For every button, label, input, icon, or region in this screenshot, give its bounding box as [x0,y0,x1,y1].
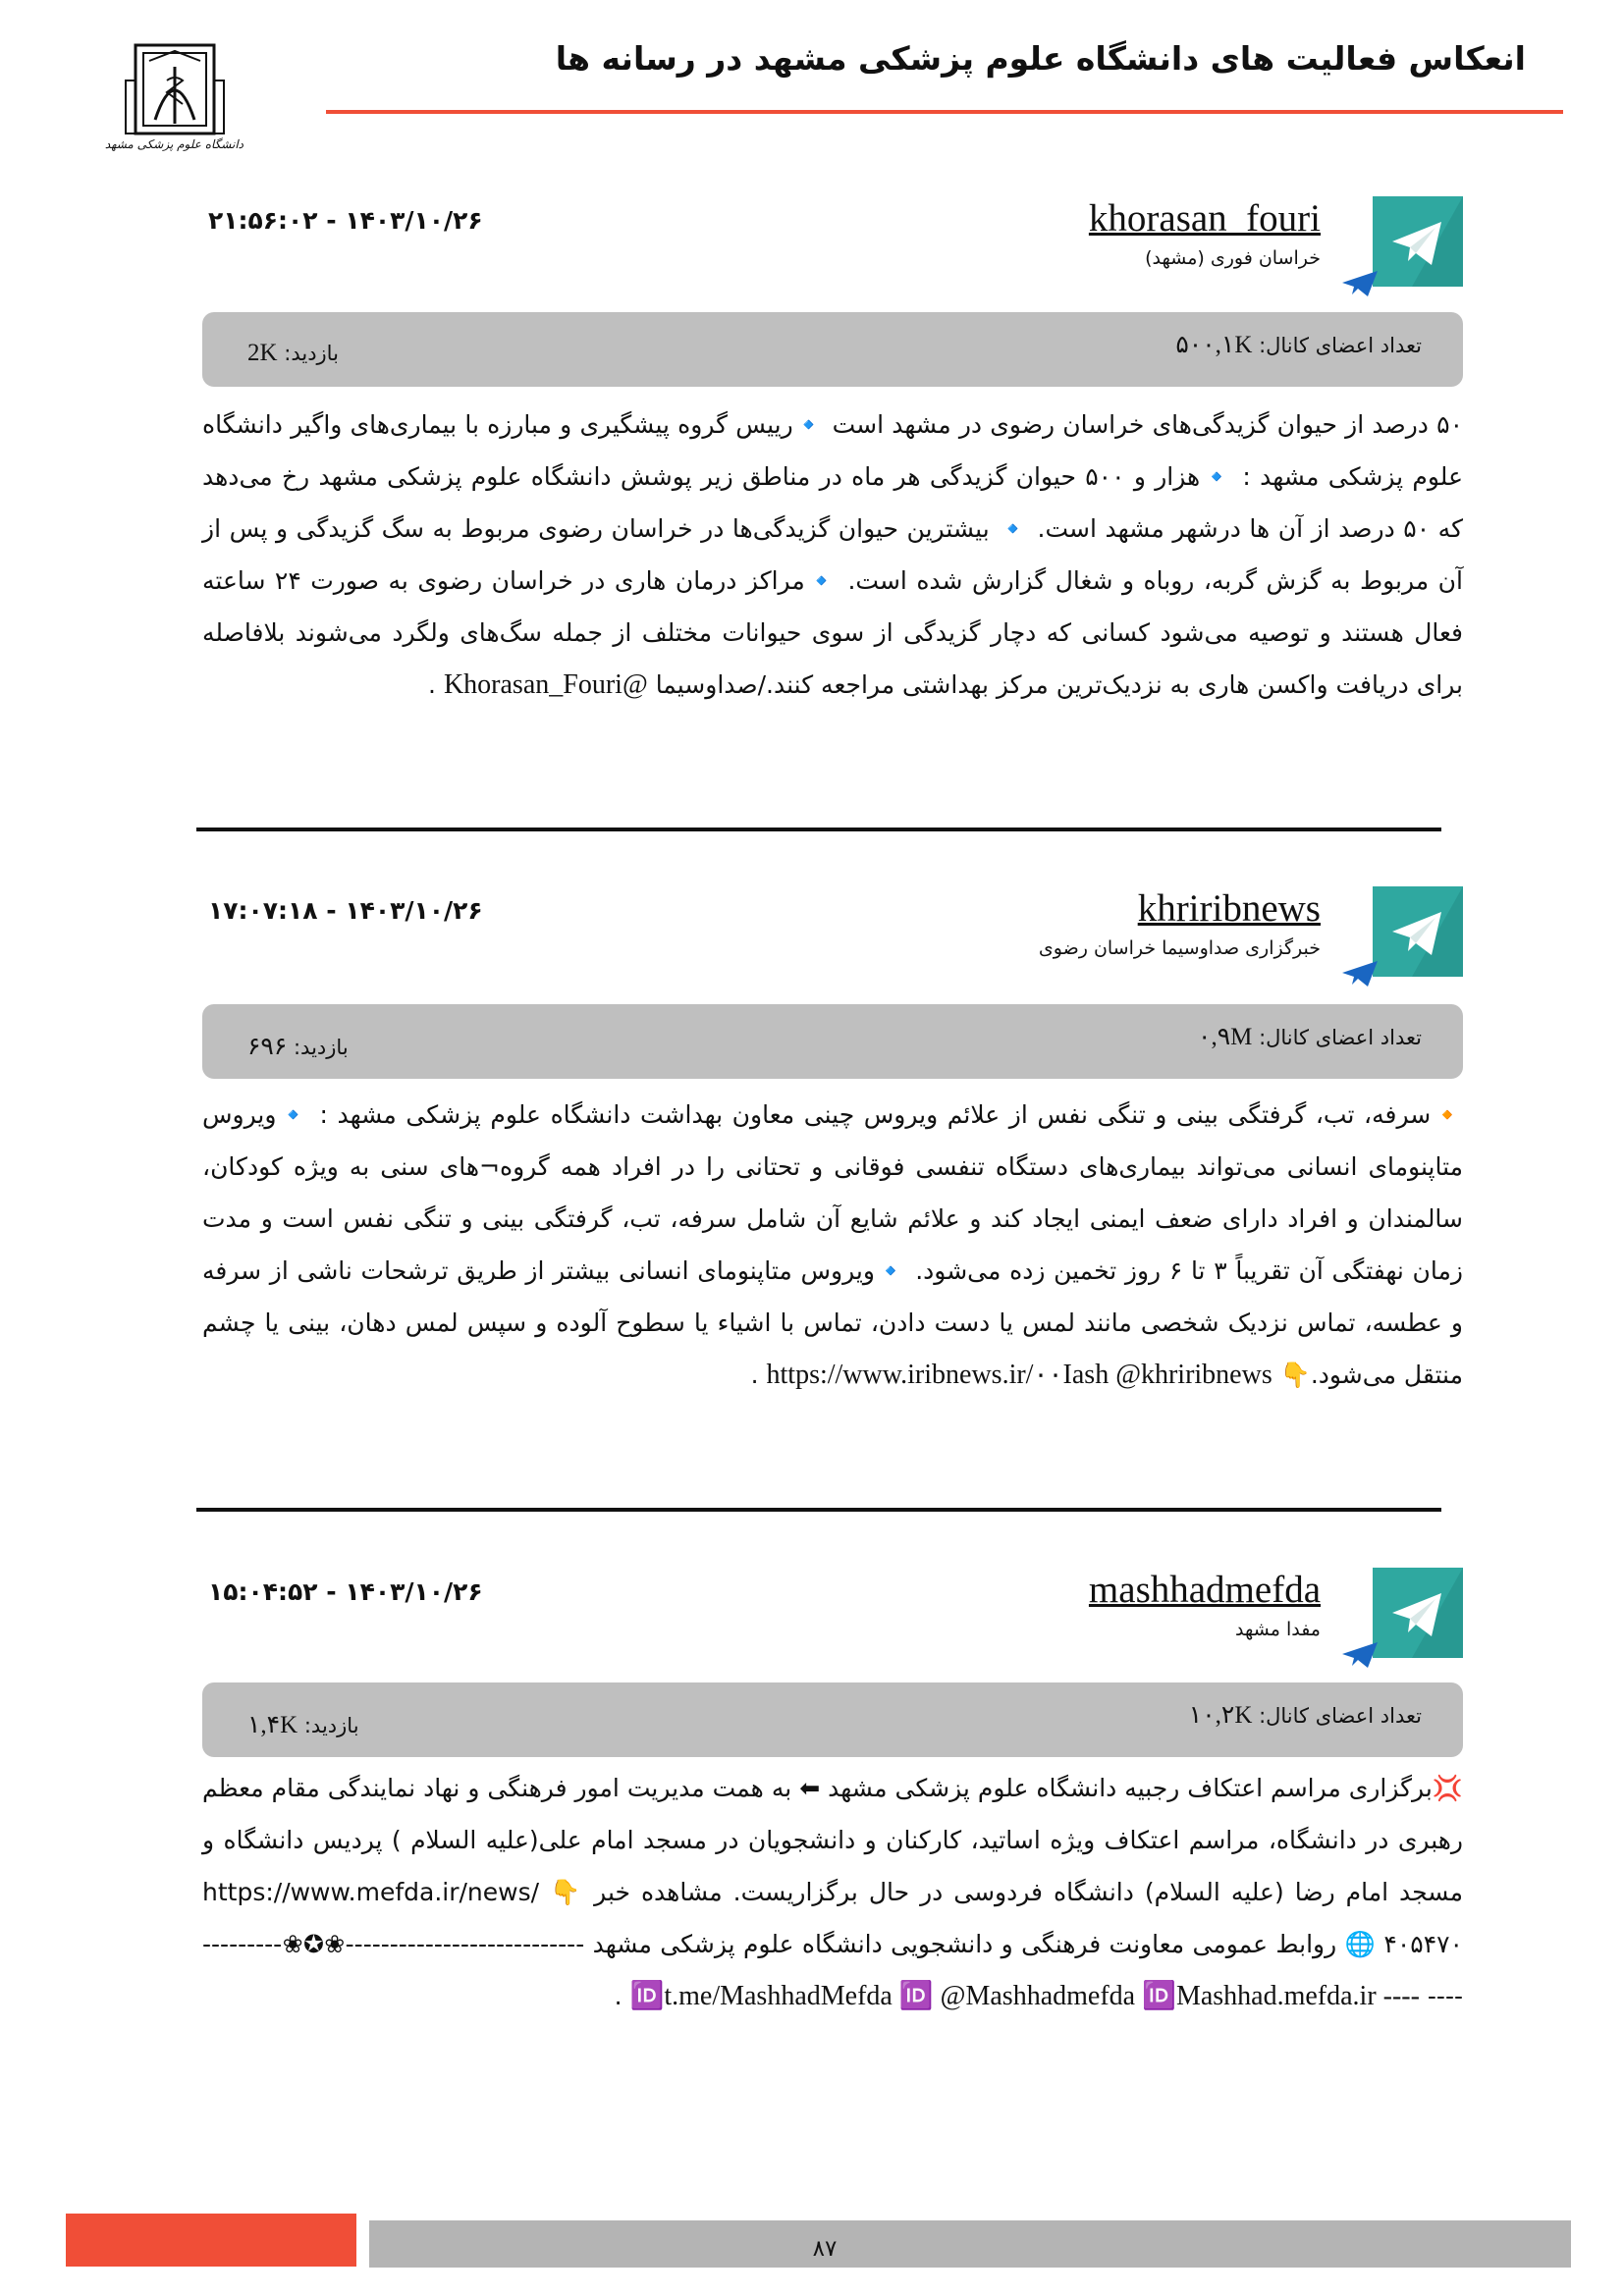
post-date: ۱۵:۰۴:۵۲ - ۱۴۰۳/۱۰/۲۶ [208,1577,483,1606]
footer-accent-bar [66,2214,356,2267]
views-count: بازدید: ۶۹۶ [247,1034,349,1060]
channel-links[interactable]: ---- 🆔t.me/MashhadMefda 🆔 @Mashhadmefda 🆔Mashhad.mefda.ir [629,1981,1420,2011]
channel-name: مفدا مشهد [1235,1619,1321,1640]
channel-name: خراسان فوری (مشهد) [1145,247,1321,269]
views-count: بازدید: ۱,۴K [247,1712,359,1738]
footer-bar [369,2220,1571,2268]
stats-bar [202,312,1463,387]
stats-bar [202,1004,1463,1079]
members-count: تعداد اعضای کانال: ۰,۹M [1198,1024,1422,1050]
post-body: ۵۰ درصد از حیوان گزیدگی‌های خراسان رضوی در مشهد است 🔹رییس گروه پیشگیری و مبارزه با بیماری‌های واگیر دانشگاه علوم پزشکی مشهد : 🔹هزار و ۵۰۰ حیوان گزیدگی هر ماه در مناطق زیر پوشش دانشگاه علوم پزشکی مشهد رخ می‌دهد که ۵۰ درصد از آن ها درشهر مشهد است. 🔹 بیشترین حیوان گزیدگی‌ها در خراسان رضوی مربوط به سگ گزیدگی و پس از آن مربوط به گزش گربه، روباه و شغال گزارش شده است. 🔹مراکز درمان هاری در خراسان رضوی به صورت ۲۴ ساعته فعال هستند و توصیه می‌شود کسانی که دچار گزیدگی از سوی حیوانات مختلف از جمله سگ‌های ولگرد می‌شوند بلافاصله برای دریافت واکسن هاری به نزدیک‌ترین مرکز بهداشتی مراجعه کنند./صداوسیما @Khorasan_Fouri . [202,410,1463,700]
post-divider [196,828,1441,831]
telegram-plane-small-icon [1340,269,1380,298]
channel-mention[interactable]: @Khorasan_Fouri [443,669,648,700]
post-body: 🔸سرفه، تب، گرفتگی بینی و تنگی نفس از علائم ویروس چینی معاون بهداشت دانشگاه علوم پزشکی مشهد : 🔹ویروس متاپنومای انسانی می‌تواند بیماری‌های دستگاه تنفسی فوقانی و تحتانی را در افراد همه گروه¬های سنی به ویژه کودکان، سالمندان و افراد دارای ضعف ایمنی ایجاد کند و علائم شایع آن شامل سرفه، تب، گرفتگی بینی و تنگی نفس است و مدت زمان نهفتگی آن تقریباً ۳ تا ۶ روز تخمین زده می‌شود. 🔹ویروس متاپنومای انسانی بیشتر از طریق ترشحات ناشی از سرفه و عطسه، تماس نزدیک شخصی مانند لمس یا دست دادن، تماس با اشیاء یا سطوح آلوده و سپس لمس دهان، بینی یا چشم منتقل می‌شود.👇 https://www.iribnews.ir/۰۰Iash @khriribnews . [202,1100,1463,1390]
page-title: انعکاس فعالیت های دانشگاه علوم پزشکی مشهد در رسانه ها [555,39,1526,78]
post-divider [196,1508,1441,1512]
channel-link[interactable]: khorasan_fouri [1088,197,1321,240]
members-count: تعداد اعضای کانال: ۵۰۰,۱K [1175,332,1422,358]
telegram-plane-small-icon [1340,959,1380,988]
post-date: ۲۱:۵۶:۰۲ - ۱۴۰۳/۱۰/۲۶ [208,206,483,235]
channel-link[interactable]: khriribnews [1137,887,1321,930]
telegram-icon[interactable] [1373,196,1463,287]
post-body: 💢برگزاری مراسم اعتکاف رجبیه دانشگاه علوم پزشکی مشهد ⬅ به همت مدیریت امور فرهنگی و نهاد نمایندگی مقام معظم رهبری در دانشگاه، مراسم اعتکاف ویژه اساتید، کارکنان و دانشجویان در مسجد امام علی(علیه السلام ) پردیس دانشگاه و مسجد امام رضا (علیه السلام) دانشگاه فردوسی در حال برگزاریست. مشاهده خبر 👇 https://www.mefda.ir/news/۴۰۵۴۷۰ 🌐 روابط عمومی معاونت فرهنگی و دانشجویی دانشگاه علوم پزشکی مشهد ---------------------------❀✪❀------------- ---- 🆔t.me/MashhadMefda 🆔 @Mashhadmefda 🆔Mashhad.mefda.ir . [202,1774,1463,2011]
members-count: تعداد اعضای کانال: ۱۰,۲K [1188,1702,1422,1729]
views-count: بازدید: 2K [247,340,339,366]
news-link[interactable]: https://www.iribnews.ir/۰۰Iash @khriribnews [766,1360,1272,1390]
telegram-icon[interactable] [1373,1568,1463,1658]
page-number: ۸۷ [812,2236,838,2262]
stats-bar [202,1682,1463,1757]
telegram-plane-small-icon [1340,1640,1380,1670]
post-card [196,886,1463,1397]
telegram-icon[interactable] [1373,886,1463,977]
header-divider [326,110,1563,114]
channel-name: خبرگزاری صداوسیما خراسان رضوی [1038,937,1321,959]
logo-caption: دانشگاه علوم پزشکی مشهد [104,137,244,151]
post-card [196,1568,1463,2039]
post-date: ۱۷:۰۷:۱۸ - ۱۴۰۳/۱۰/۲۶ [208,896,483,925]
post-card [196,196,1463,707]
channel-link[interactable]: mashhadmefda [1088,1569,1321,1611]
university-logo [106,41,244,167]
